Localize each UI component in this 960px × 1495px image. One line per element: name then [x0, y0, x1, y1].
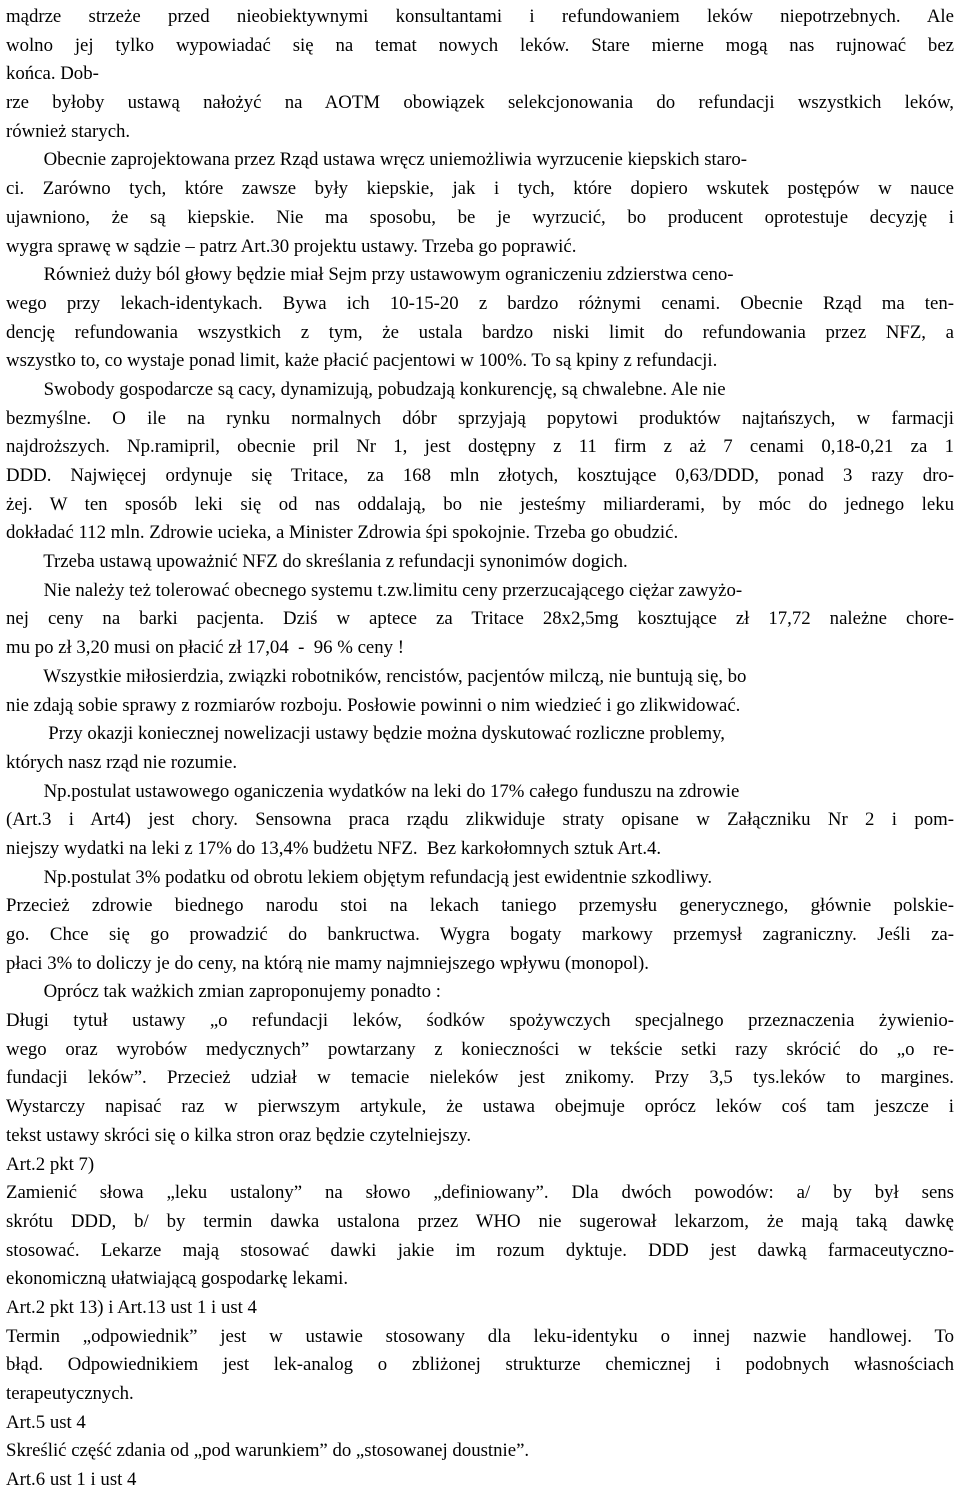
- text-line: wolno jej tylko wypowiadać się na temat nowych leków. Stare mierne mogą nas rujnować bez: [6, 34, 954, 56]
- text-line: dencję refundowania wszystkich z tym, że ustala bardzo niski limit do refundowania przez NFZ, a: [6, 321, 954, 343]
- text-line: mądrze strzeże przed nieobiektywnymi konsultantami i refundowaniem leków niepotrzebnych. Ale: [6, 6, 954, 27]
- text-line: skrótu DDD, b/ by termin dawka ustalona przez WHO nie sugerował lekarzom, że mają taką dawkę: [6, 1210, 954, 1232]
- text-line: Przecież zdrowie biednego narodu stoi na lekach taniego przemysłu generycznego, głównie polskie-: [6, 895, 954, 917]
- text-line: terapeutycznych.: [6, 1383, 134, 1404]
- text-line: końca. Dob-: [6, 63, 99, 85]
- text-line: których nasz rząd nie rozumie.: [6, 751, 238, 773]
- text-line: go. Chce się go prowadzić do bankructwa. Wygra bogaty markowy przemysł zagraniczny. Jeśli za-: [6, 924, 954, 945]
- text-line: nej ceny na barki pacjenta. Dziś w aptece za Tritace 28x2,5mg kosztujące zł 17,72 należne chore-: [6, 608, 954, 630]
- text-line: wego przy lekach-identykach. Bywa ich 10-15-20 z bardzo różnymi cenami. Obecnie Rząd ma ten-: [6, 292, 954, 314]
- text-line: stosować. Lekarze mają stosować dawki jakie im rozum dyktuje. DDD jest dawką farmaceutyczno-: [6, 1239, 954, 1261]
- text-line: wygra sprawę w sądzie – patrz Art.30 projektu ustawy. Trzeba go poprawić.: [6, 235, 577, 257]
- text-line: żej. W ten sposób leki się od nas oddalają, bo nie jesteśmy miliarderami, by móc do jednego leku: [6, 493, 954, 515]
- text-line: Wszystkie miłosierdzia, związki robotników, rencistów, pacjentów milczą, nie buntują się, bo: [6, 665, 747, 687]
- text-line: Art.6 ust 1 i ust 4: [6, 1469, 137, 1491]
- text-line: błąd. Odpowiednikiem jest lek-analog o zbliżonej strukturze chemicznej i podobnych własnościach: [6, 1354, 954, 1376]
- text-line: Obecnie zaprojektowana przez Rząd ustawa wręcz uniemożliwia wyrzucenie kiepskich staro-: [6, 149, 748, 171]
- text-line: tekst ustawy skróci się o kilka stron oraz będzie czytelniejszy.: [6, 1124, 472, 1146]
- text-line: Np.postulat ustawowego oganiczenia wydatków na leki do 17% całego funduszu na zdrowie: [6, 780, 740, 802]
- text-line: Nie należy też tolerować obecnego systemu t.zw.limitu ceny przerzucającego ciężar zawyżo-: [6, 579, 743, 601]
- text-line: mu po zł 3,20 musi on płacić zł 17,04 - 96 % ceny !: [6, 637, 404, 659]
- text-line: najdroższych. Np.ramipril, obecnie pril Nr 1, jest dostępny z 11 firm z aż 7 cenami 0,18-0,21 za 1: [6, 436, 954, 458]
- text-line: rze byłoby ustawą nałożyć na AOTM obowiązek selekcjonowania do refundacji wszystkich leków,: [6, 92, 954, 114]
- text-line: również starych.: [6, 120, 131, 142]
- text-line: wego oraz wyrobów medycznych” powtarzany z konieczności w tekście setki razy skrócić do „o re-: [6, 1038, 954, 1060]
- text-line: DDD. Najwięcej ordynuje się Tritace, za 168 mln złotych, kosztujące 0,63/DDD, ponad 3 razy dro-: [6, 465, 954, 486]
- text-line: płaci 3% to doliczy je do ceny, na którą nie mamy najmniejszego wpływu (monopol).: [6, 952, 649, 974]
- text-line: Art.5 ust 4: [6, 1411, 86, 1433]
- text-line: Art.2 pkt 7): [6, 1153, 95, 1175]
- text-line: ci. Zarówno tych, które zawsze były kiepskie, jak i tych, które dopiero wskutek postępów w nauce: [6, 178, 954, 200]
- text-line: Również duży ból głowy będzie miał Sejm przy ustawowym ograniczeniu zdzierstwa ceno-: [6, 264, 734, 286]
- text-line: ekonomiczną ułatwiającą gospodarkę lekami.: [6, 1268, 349, 1290]
- text-line: Zamienić słowa „leku ustalony” na słowo „definiowany”. Dla dwóch powodów: a/ by był sens: [6, 1182, 954, 1204]
- text-line: Trzeba ustawą upoważnić NFZ do skreślania z refundacji synonimów dogich.: [6, 551, 628, 573]
- text-line: dokładać 112 mln. Zdrowie ucieka, a Minister Zdrowia śpi spokojnie. Trzeba go obudzić.: [6, 522, 679, 544]
- text-line: fundacji leków”. Przecież udział w temacie nieleków jest znikomy. Przy 3,5 tys.leków to margines.: [6, 1067, 954, 1089]
- text-line: Długi tytuł ustawy „o refundacji leków, śodków spożywczych specjalnego przeznaczenia żywienio-: [6, 1010, 954, 1032]
- text-line: Termin „odpowiednik” jest w ustawie stosowany dla leku-identyku o innej nazwie handlowej. To: [6, 1325, 954, 1347]
- text-line: niejszy wydatki na leki z 17% do 13,4% budżetu NFZ. Bez karkołomnych sztuk Art.4.: [6, 837, 662, 859]
- text-line: Oprócz tak ważkich zmian zaproponujemy ponadto :: [6, 981, 441, 1003]
- text-line: wszystko to, co wystaje ponad limit, każe płacić pacjentowi w 100%. To są kpiny z refundacji.: [6, 350, 718, 372]
- text-line: bezmyślne. O ile na rynku normalnych dóbr sprzyjają popytowi produktów najtańszych, w farmacji: [6, 407, 954, 429]
- text-line: (Art.3 i Art4) jest chory. Sensowna praca rządu zlikwiduje straty opisane w Załączniku Nr 2 i pom-: [6, 809, 954, 831]
- text-line: Skreślić część zdania od „pod warunkiem” do „stosowanej doustnie”.: [6, 1440, 530, 1462]
- text-line: Np.postulat 3% podatku od obrotu lekiem objętym refundacją jest ewidentnie szkodliwy.: [6, 866, 713, 888]
- text-line: Wystarczy napisać raz w pierwszym artykule, że ustawa obejmuje oprócz leków coś tam jeszcze i: [6, 1096, 954, 1118]
- text-line: nie zdają sobie sprawy z rozmiarów rozboju. Posłowie powinni o nim wiedzieć i go zlikwidować.: [6, 694, 741, 716]
- text-line: Przy okazji koniecznej nowelizacji ustawy będzie można dyskutować rozliczne problemy,: [6, 723, 725, 745]
- text-line: ujawniono, że są kiepskie. Nie ma sposobu, be je wyrzucić, bo producent oprotestuje decyzję i: [6, 206, 954, 228]
- text-line: Swobody gospodarcze są cacy, dynamizują, pobudzają konkurencję, są chwalebne. Ale nie: [6, 378, 726, 400]
- text-line: Art.2 pkt 13) i Art.13 ust 1 i ust 4: [6, 1296, 257, 1318]
